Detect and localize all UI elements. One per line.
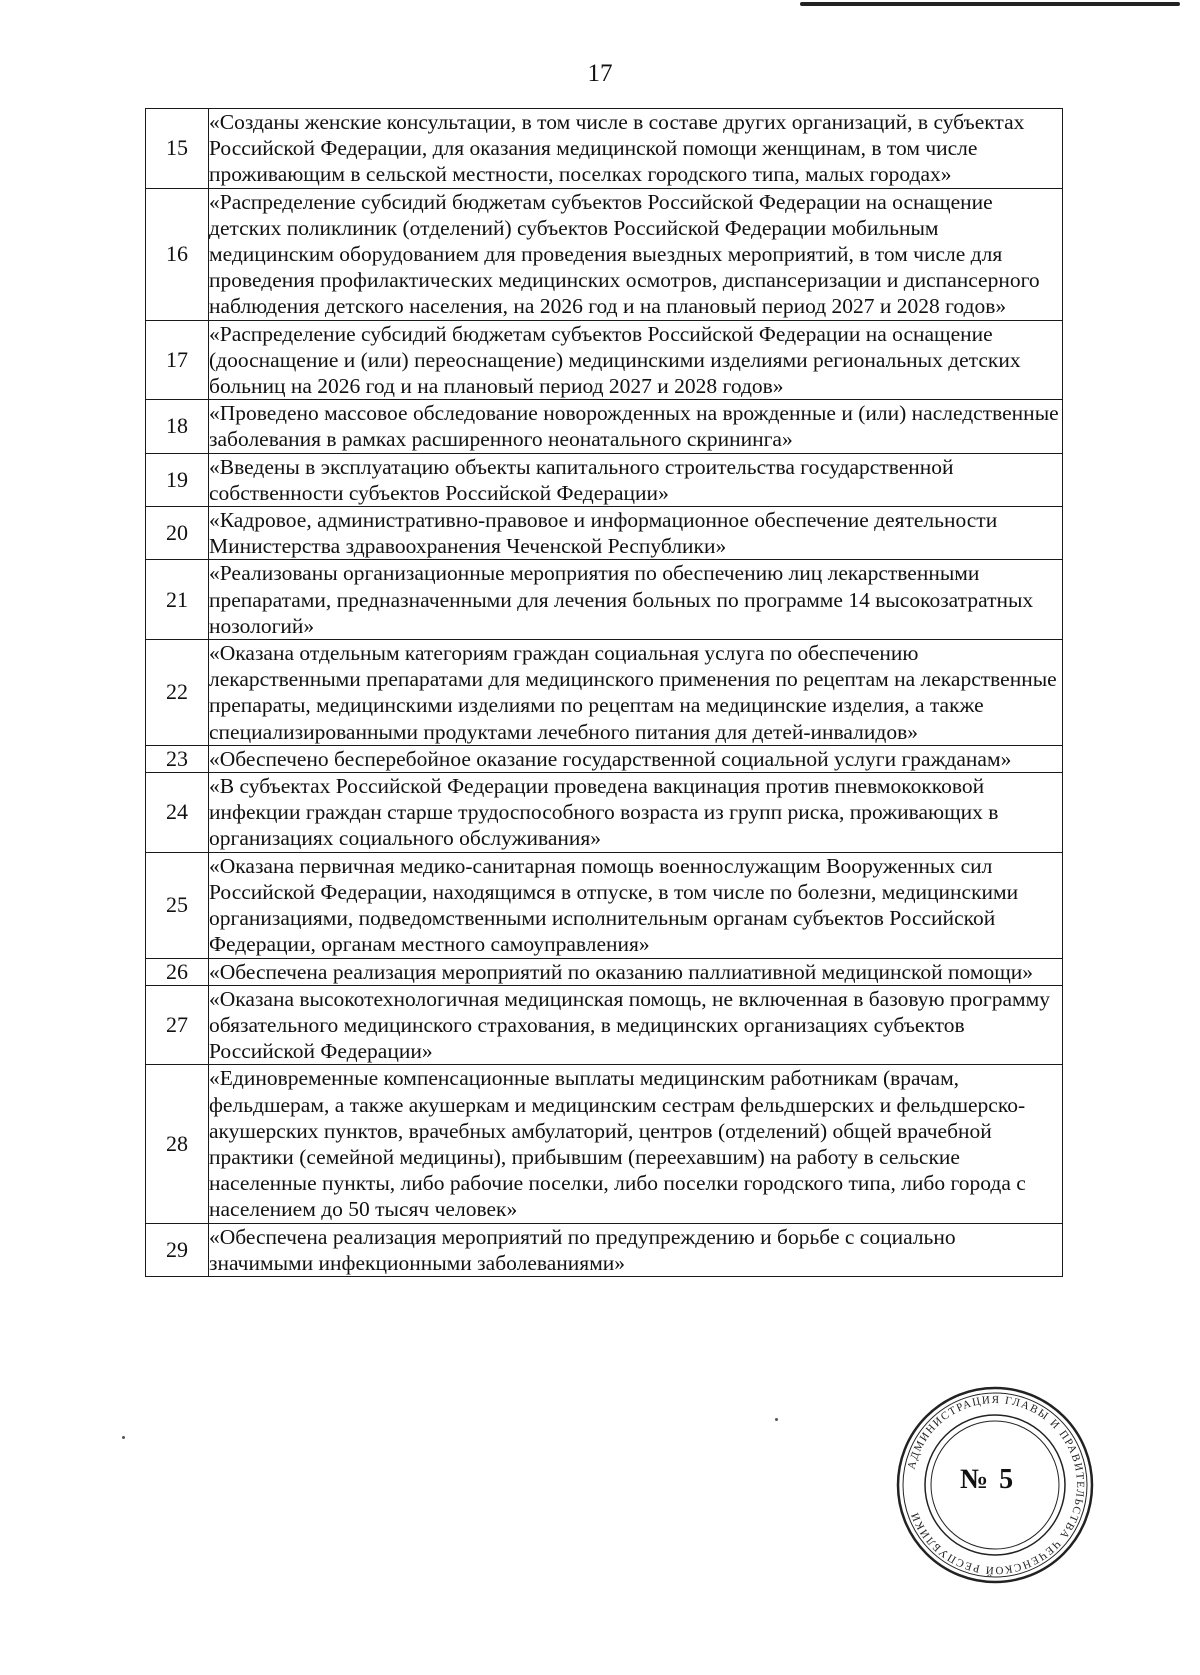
table-row [146, 1065, 1063, 1223]
table-row [146, 188, 1063, 320]
table-row [146, 320, 1063, 400]
seal-number: № 5 [960, 1464, 1016, 1495]
table-row [146, 453, 1063, 506]
row-text: «Оказана первичная медико-санитарная помощь военнослужащим Вооруженных сил Российской Федерации, находящимся в отпуске, в том числе по болезни, медицинскими организациями, подведомственными исполнительным органам субъектов Российской Федерации, органам местного самоуправления» [209, 852, 1063, 958]
table-row [146, 507, 1063, 560]
row-text: «Распределение субсидий бюджетам субъектов Российской Федерации на оснащение (дооснащение и (или) переоснащение) медицинскими изделиями региональных детских больниц на 2026 год и на плановый период 2027 и 2028 годов» [209, 320, 1063, 400]
row-text: «Единовременные компенсационные выплаты медицинским работникам (врачам, фельдшерам, а также акушеркам и медицинским сестрам фельдшерских и фельдшерско-акушерских пунктов, врачебных амбулаторий, центров (отделений) общей врачебной практики (семейной медицины), прибывшим (переехавшим) на работу в сельские населенные пункты, либо рабочие поселки, либо поселки городского типа, либо города с населением до 50 тысяч человек» [209, 1065, 1063, 1223]
table-row [146, 560, 1063, 640]
row-number: 15 [146, 109, 209, 189]
table-row [146, 773, 1063, 853]
row-text: «В субъектах Российской Федерации проведена вакцинация против пневмококковой инфекции граждан старше трудоспособного возраста из групп риска, проживающих в организациях социального обслуживания» [209, 773, 1063, 853]
row-text: «Реализованы организационные мероприятия по обеспечению лиц лекарственными препаратами, предназначенными для лечения больных по программе 14 высокозатратных нозологий» [209, 560, 1063, 640]
official-seal [890, 1385, 1100, 1585]
row-text: «Распределение субсидий бюджетам субъектов Российской Федерации на оснащение детских поликлиник (отделений) субъектов Российской Федерации мобильным медицинским оборудованием для проведения выездных мероприятий, в том числе для проведения профилактических медицинских осмотров, диспансеризации и диспансерного наблюдения детского населения, на 2026 год и на плановый период 2027 и 2028 годов» [209, 188, 1063, 320]
row-number: 16 [146, 188, 209, 320]
row-number: 25 [146, 852, 209, 958]
row-text: «Оказана отдельным категориям граждан социальная услуга по обеспечению лекарственными препаратами для медицинского применения по рецептам на лекарственные препараты, медицинскими изделиями по рецептам на медицинские изделия, а также специализированными продуктами лечебного питания для детей-инвалидов» [209, 640, 1063, 746]
row-text: «Созданы женские консультации, в том числе в составе других организаций, в субъектах Российской Федерации, для оказания медицинской помощи женщинам, в том числе проживающим в сельской местности, поселках городского типа, малых городах» [209, 109, 1063, 189]
row-number: 17 [146, 320, 209, 400]
table-row [146, 400, 1063, 453]
top-rule [800, 2, 1180, 6]
row-number: 18 [146, 400, 209, 453]
row-text: «Обеспечена реализация мероприятий по предупреждению и борьбе с социально значимыми инфекционными заболеваниями» [209, 1223, 1063, 1276]
row-text: «Оказана высокотехнологичная медицинская помощь, не включенная в базовую программу обязательного медицинского страхования, в медицинских организациях субъектов Российской Федерации» [209, 985, 1063, 1065]
row-text: «Введены в эксплуатацию объекты капитального строительства государственной собственности субъектов Российской Федерации» [209, 453, 1063, 506]
row-text: «Обеспечена реализация мероприятий по оказанию паллиативной медицинской помощи» [209, 958, 1063, 985]
table-row [146, 852, 1063, 958]
seal-ring-text: АДМИНИСТРАЦИЯ ГЛАВЫ И ПРАВИТЕЛЬСТВА ЧЕЧЕНСКОЙ РЕСПУБЛИКИ [905, 1393, 1087, 1577]
items-table-body [146, 109, 1063, 1277]
row-number: 26 [146, 958, 209, 985]
page-number: 17 [587, 60, 613, 87]
row-number: 19 [146, 453, 209, 506]
row-text: «Кадровое, административно-правовое и информационное обеспечение деятельности Министерства здравоохранения Чеченской Республики» [209, 507, 1063, 560]
items-table [145, 108, 1063, 1277]
row-number: 23 [146, 745, 209, 772]
row-number: 24 [146, 773, 209, 853]
table-row [146, 745, 1063, 772]
table-row [146, 1223, 1063, 1276]
row-number: 21 [146, 560, 209, 640]
table-row [146, 109, 1063, 189]
table-row [146, 640, 1063, 746]
row-number: 28 [146, 1065, 209, 1223]
row-number: 22 [146, 640, 209, 746]
scan-speck [122, 1436, 125, 1439]
row-text: «Обеспечено бесперебойное оказание государственной социальной услуги гражданам» [209, 745, 1063, 772]
row-number: 27 [146, 985, 209, 1065]
table-row [146, 958, 1063, 985]
scan-speck [775, 1418, 778, 1421]
table-row [146, 985, 1063, 1065]
row-number: 29 [146, 1223, 209, 1276]
row-text: «Проведено массовое обследование новорожденных на врожденные и (или) наследственные заболевания в рамках расширенного неонатального скрининга» [209, 400, 1063, 453]
row-number: 20 [146, 507, 209, 560]
